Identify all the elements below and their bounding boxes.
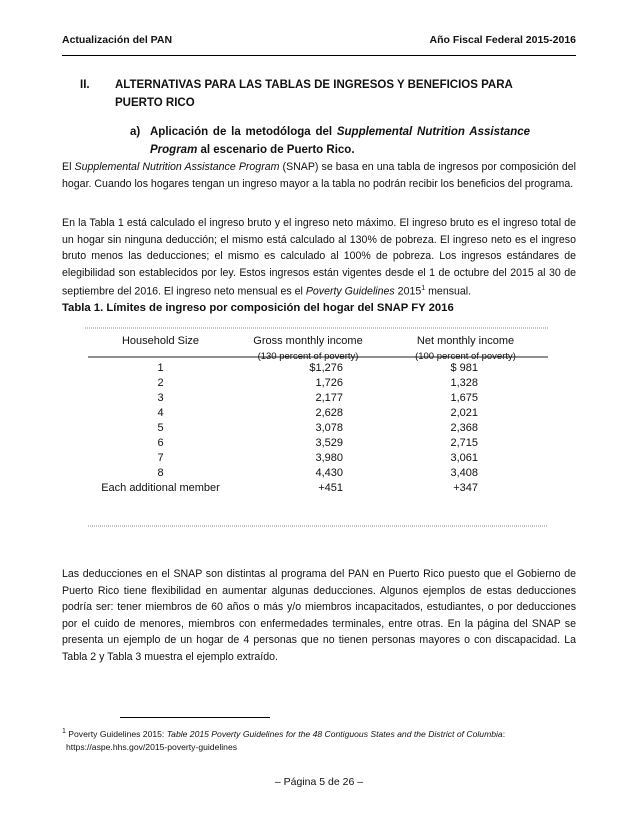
paragraph-deductions: Las deducciones en el SNAP son distintas al programa del PAN en Puerto Rico puesto que el Gobierno de Puerto Rico tiene flexibilidad en aumentar algunas deducciones. Algunos ejemplos de estas deducciones podría ser: tener miembros de 60 años o más y/o miembros incapacitados, estudiantes, o por deducciones por el cuido de menores, miembros con enfermedades terminales, entre otras. En la página del SNAP se presenta un ejemplo de un hogar de 4 personas que no tienen personas mayores o con discapacidad. La Tabla 2 y Tabla 3 muestra el ejemplo extraído. [62,568,576,663]
table-row: 4 2,628 2,021 [157,407,478,419]
footnote-number: 1 [62,728,66,735]
column-header-household-size: Household Size [121,335,200,347]
column-header-gross-income: Gross monthly income [253,335,363,347]
footnote-italic-title: Table 2015 Poverty Guidelines for the 48 Contiguous States and the District of Columbia [166,728,503,739]
paragraph-table-description: En la Tabla 1 está calculado el ingreso bruto y el ingreso neto máximo. El ingreso bruto es el ingreso total de un hogar sin ninguna deducción; el mismo está calculado al 130% de pobreza. El ingreso neto es el ingreso bruto menos las deducciones; el mismo es calculado al 100% de pobreza. Los ingresos estándares de elegibilidad son establecidos por ley. Estos ingresos están vigentes desde el 1 de octubre del 2015 al 30 de septiembre del 2016. El ingreso neto mensual es el Poverty Guidelines 2015$^1$ mensual. [62,217,576,298]
table-row: 6 3,529 2,715 [157,437,478,449]
table-header [88,334,548,363]
column-subheader-gross-income: (130 percent of poverty) [257,351,359,362]
paragraph-intro: El Supplemental Nutrition Assistance Program (SNAP) se basa en una tabla de ingresos por composición del hogar. Cuando los hogares tengan un ingreso mayor a la tabla no podrán recibir los beneficios del programa. [62,161,577,190]
table-title: Tabla 1. Límites de ingreso por composición del hogar del SNAP FY 2016 [62,302,454,314]
table-row: 3 2,177 1,675 [157,392,478,404]
header-right: Año Fiscal Federal 2015-2016 [429,34,576,46]
footnote-url: https://aspe.hhs.gov/2015-poverty-guidelines [66,741,238,752]
poverty-guidelines-term: Poverty Guidelines [305,285,395,298]
section-title: ALTERNATIVAS PARA LAS TABLAS DE INGRESOS Y BENEFICIOS PARA PUERTO RICO [115,79,513,109]
section-number: II. [80,79,90,91]
column-subheader-net-income: (100 percent of poverty) [415,351,516,362]
column-header-net-income: Net monthly income [416,335,515,347]
table-row: 1 $1,276 $ 981 [157,362,478,374]
footnote-ref: 1 [421,285,426,292]
page-number: – Página 5 de 26 – [274,776,364,788]
income-table-body [88,361,548,496]
table-row: 8 4,430 3,408 [157,467,478,479]
subsection-text: Aplicación de la metodóloga del Supplemental Nutrition Assistance Program al escenario de Puerto Rico. [150,126,531,156]
program-name: Supplemental Nutrition Assistance Program [74,161,280,173]
table-row-additional-member: Each additional member +451 +347 [101,482,478,494]
table-row: 5 3,078 2,368 [157,422,478,434]
subsection-italic: Supplemental Nutrition Assistance Program [150,126,531,156]
table-row: 7 3,980 3,061 [157,452,478,464]
subsection-letter: a) [130,126,141,138]
header-left: Actualización del PAN [62,34,173,46]
footnote: $^1$ Poverty Guidelines 2015: Table 2015 Poverty Guidelines for the 48 Contiguous States and the District of Columbia: https://aspe.hhs.gov/2015-poverty-guidelines [62,728,506,752]
footnote-divider [120,717,270,718]
table-row: 2 1,726 1,328 [157,377,478,389]
